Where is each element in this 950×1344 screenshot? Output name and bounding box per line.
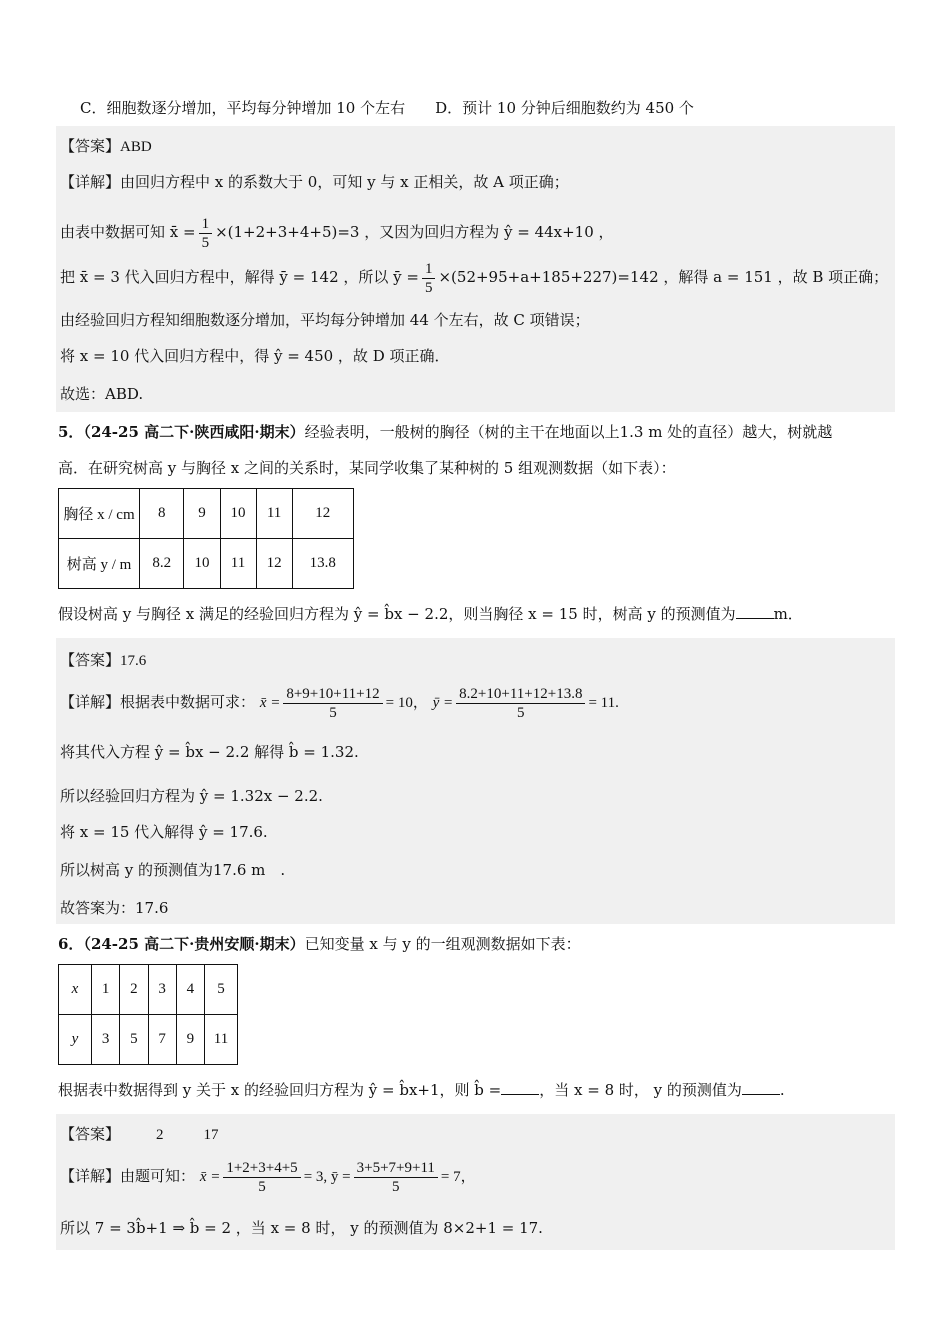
q6-data-table [58,964,238,1065]
q5-answer [60,650,146,671]
table-header-cell: 树高 y / m [59,539,140,589]
question-source: （24-25 高二下·陕西咸阳·期末） [83,423,305,441]
q5-detail-1: 【详解】根据表中数据可求： x̄ = $\frac{8+9+10+11+12}{5}$ = 10， ȳ = $\frac{8.2+10+11+12+13.8}{5}$ = 11. [60,685,619,721]
table-cell: 2 [120,965,148,1015]
table-cell: 4 [176,965,204,1015]
fraction: $\frac{1}{5}$ [422,260,436,297]
table-cell: 10 [184,539,220,589]
table-row [59,965,238,1015]
q5-stem-2: 高．在研究树高 y 与胸径 x 之间的关系时，某同学收集了某种树的 5 组观测数据（如下表）： [58,459,676,477]
q4-detail-4: 由经验回归方程知细胞数逐分增加，平均每分钟增加 44 个左右，故 C 项错误； [60,311,590,329]
q5-detail-2: 将其代入方程 ŷ = b̂x − 2.2 解得 b̂ = 1.32. [60,743,359,761]
q6-detail-2: 所以 7 = 3b̂+1 ⇒ b̂ = 2 ，当 x = 8 时， y 的预测值为 8×2+1 = 17. [60,1219,543,1237]
q5-detail-6: 故答案为：17.6 [60,899,169,917]
table-header-cell: x [59,965,92,1015]
table-cell: 5 [205,965,238,1015]
answer-blank [736,604,774,619]
table-cell: 3 [92,1015,120,1065]
table-cell: 10 [220,489,256,539]
q4-answer [60,136,152,157]
fraction: $\frac{1}{5}$ [199,215,213,252]
q5-stem-1: 5．（24-25 高二下·陕西咸阳·期末）经验表明，一般树的胸径（树的主干在地面以上1.3 m 处的直径）越大，树就越 [58,423,833,441]
answer-blank [742,1080,780,1095]
detail-label: 【详解】 [60,693,121,711]
q4-detail-2: 由表中数据可知 x̄ = $\frac{1}{5}$ ×(1+2+3+4+5)=3 ，又因为回归方程为 ŷ = 44x+10 ， [60,215,614,251]
table-cell: 7 [148,1015,176,1065]
detail-label: 【详解】 [60,173,121,191]
table-row [59,489,354,539]
q5-detail-5: 所以树高 y 的预测值为17.6 m . [60,861,286,879]
table-cell: 11 [220,539,256,589]
table-row [59,1015,238,1065]
q6-stem: 6．（24-25 高二下·贵州安顺·期末）已知变量 x 与 y 的一组观测数据如下表： [58,935,581,953]
table-cell: 8.2 [140,539,184,589]
q4-options-line: C．细胞数逐分增加，平均每分钟增加 10 个左右 D．预计 10 分钟后细胞数约为 450 个 [80,99,694,117]
q5-question: 假设树高 y 与胸径 x 满足的经验回归方程为 ŷ = b̂x − 2.2，则当胸径 x = 15 时，树高 y 的预测值为 m． [58,605,803,623]
table-cell: 12 [256,539,292,589]
fraction: $\frac{3+5+7+9+11}{5}$ [354,1159,438,1196]
table-header-cell: 胸径 x / cm [59,489,140,539]
answer-value: ABD [120,139,152,155]
q4-detail-5: 将 x = 10 代入回归方程中，得 ŷ = 450 ，故 D 项正确． [60,347,450,365]
q4-detail-6: 故选：ABD. [60,385,144,403]
q5-solution-box [56,638,895,924]
q6-question: 根据表中数据得到 y 关于 x 的经验回归方程为 ŷ = b̂x+1，则 b̂ = ，当 x = 8 时， y 的预测值为 . [58,1081,785,1099]
q6-answer [60,1124,219,1145]
table-cell: 12 [292,489,353,539]
q4-detail-3: 把 x̄ = 3 代入回归方程中，解得 ȳ = 142 ，所以 ȳ = $\frac{1}{5}$ ×(52+95+a+185+227)=142 ，解得 a = 151 ，故 B 项正确； [60,260,889,296]
answer-label: 【答案】 [60,137,121,155]
table-cell: 9 [176,1015,204,1065]
detail-label: 【详解】 [60,1167,121,1185]
q5-detail-3: 所以经验回归方程为 ŷ = 1.32x − 2.2. [60,787,323,805]
fraction: $\frac{8.2+10+11+12+13.8}{5}$ [456,685,585,722]
q5-data-table [58,488,354,589]
question-number: 5． [58,423,84,441]
table-header-cell: y [59,1015,92,1065]
answer-label: 【答案】 [60,651,121,669]
question-source: （24-25 高二下·贵州安顺·期末） [83,935,305,953]
table-cell: 8 [140,489,184,539]
question-number: 6． [58,935,84,953]
answer-value-2: 17 [203,1127,219,1143]
answer-value-1: 2 [156,1127,164,1143]
q5-detail-4: 将 x = 15 代入解得 ŷ = 17.6. [60,823,268,841]
table-cell: 13.8 [292,539,353,589]
table-cell: 5 [120,1015,148,1065]
q6-detail-1: 【详解】由题可知： x̄ = $\frac{1+2+3+4+5}{5}$ = 3, ȳ = $\frac{3+5+7+9+11}{5}$ = 7， [60,1159,476,1195]
table-cell: 9 [184,489,220,539]
answer-label: 【答案】 [60,1125,121,1143]
answer-blank [501,1080,539,1095]
table-cell: 11 [205,1015,238,1065]
table-cell: 3 [148,965,176,1015]
table-cell: 1 [92,965,120,1015]
table-row [59,539,354,589]
table-cell: 11 [256,489,292,539]
fraction: $\frac{8+9+10+11+12}{5}$ [283,685,382,722]
fraction: $\frac{1+2+3+4+5}{5}$ [223,1159,300,1196]
answer-value: 17.6 [120,653,147,669]
q4-detail-1: 【详解】由回归方程中 x 的系数大于 0，可知 y 与 x 正相关，故 A 项正确； [60,173,569,191]
